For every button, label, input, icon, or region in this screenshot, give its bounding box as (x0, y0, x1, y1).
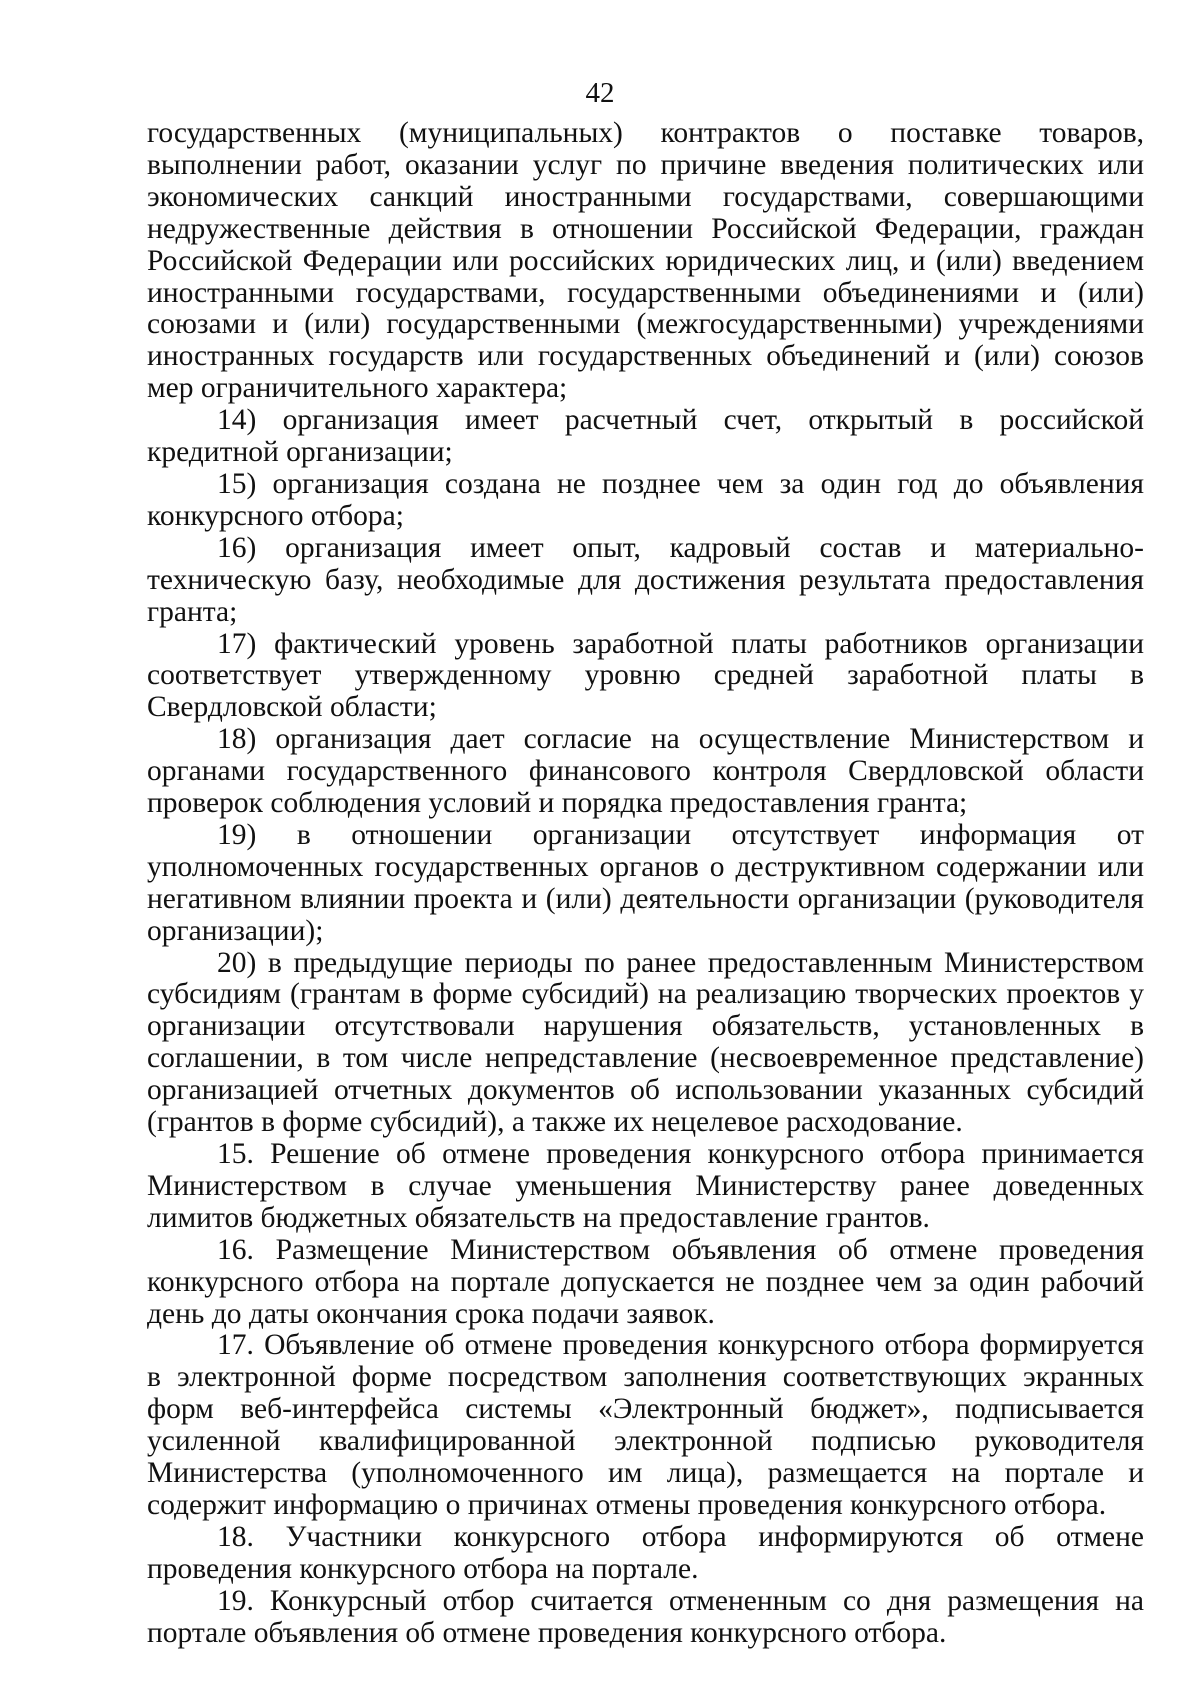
paragraph-continuation: государственных (муниципальных) контрактов о поставке товаров, выполнении работ, оказании услуг по причине введения политических или экономических санкций иностранными государствами, совершающими недружественные действия в отношении Российской Федерации, граждан Российской Федерации или российских юридических лиц, и (или) введением иностранными государствами, государственными объединениями и (или) союзами и (или) государственными (межгосударственными) учреждениями иностранных государств или государственных объединений и (или) союзов мер ограничительного характера; (147, 117, 1144, 405)
paragraph-clause-15: 15. Решение об отмене проведения конкурсного отбора принимается Министерством в случае уменьшения Министерству ранее доведенных лимитов бюджетных обязательств на предоставление грантов. (147, 1138, 1144, 1234)
paragraph-item-19: 19) в отношении организации отсутствует информация от уполномоченных государственных органов о деструктивном содержании или негативном влиянии проекта и (или) деятельности организации (руководителя организации); (147, 818, 1144, 947)
paragraph-clause-18: 18. Участники конкурсного отбора информируются об отмене проведения конкурсного отбора на портале. (147, 1520, 1144, 1585)
paragraph-item-18: 18) организация дает согласие на осуществление Министерством и органами государственного финансового контроля Свердловской области проверок соблюдения условий и порядка предоставления гранта; (147, 723, 1144, 820)
paragraph-clause-19: 19. Конкурсный отбор считается отмененным со дня размещения на портале объявления об отмене проведения конкурсного отбора. (147, 1584, 1144, 1649)
paragraph-clause-16: 16. Размещение Министерством объявления об отмене проведения конкурсного отбора на портале допускается не позднее чем за один рабочий день до даты окончания срока подачи заявок. (147, 1233, 1144, 1330)
document-body (147, 118, 1144, 1650)
paragraph-item-17: 17) фактический уровень заработной платы работников организации соответствует утвержденному уровню средней заработной платы в Свердловской области; (147, 627, 1144, 724)
page-number: 42 (585, 77, 615, 109)
paragraph-item-20: 20) в предыдущие периоды по ранее предоставленным Министерством субсидиям (грантам в форме субсидий) на реализацию творческих проектов у организации отсутствовали нарушения обязательств, установленных в соглашении, в том числе непредставление (несвоевременное представление) организацией отчетных документов об использовании указанных субсидий (грантов в форме субсидий), а также их нецелевое расходование. (147, 946, 1144, 1139)
paragraph-clause-17: 17. Объявление об отмене проведения конкурсного отбора формируется в электронной форме посредством заполнения соответствующих экранных форм веб-интерфейса системы «Электронный бюджет», подписывается усиленной квалифицированной электронной подписью руководителя Министерства (уполномоченного им лица), размещается на портале и содержит информацию о причинах отмены проведения конкурсного отбора. (147, 1329, 1144, 1521)
paragraph-item-14: 14) организация имеет расчетный счет, открытый в российской кредитной организации; (147, 404, 1144, 469)
paragraph-item-16: 16) организация имеет опыт, кадровый состав и материально-техническую базу, необходимые для достижения результата предоставления гранта; (147, 531, 1144, 628)
paragraph-item-15: 15) организация создана не позднее чем за один год до объявления конкурсного отбора; (147, 467, 1144, 532)
